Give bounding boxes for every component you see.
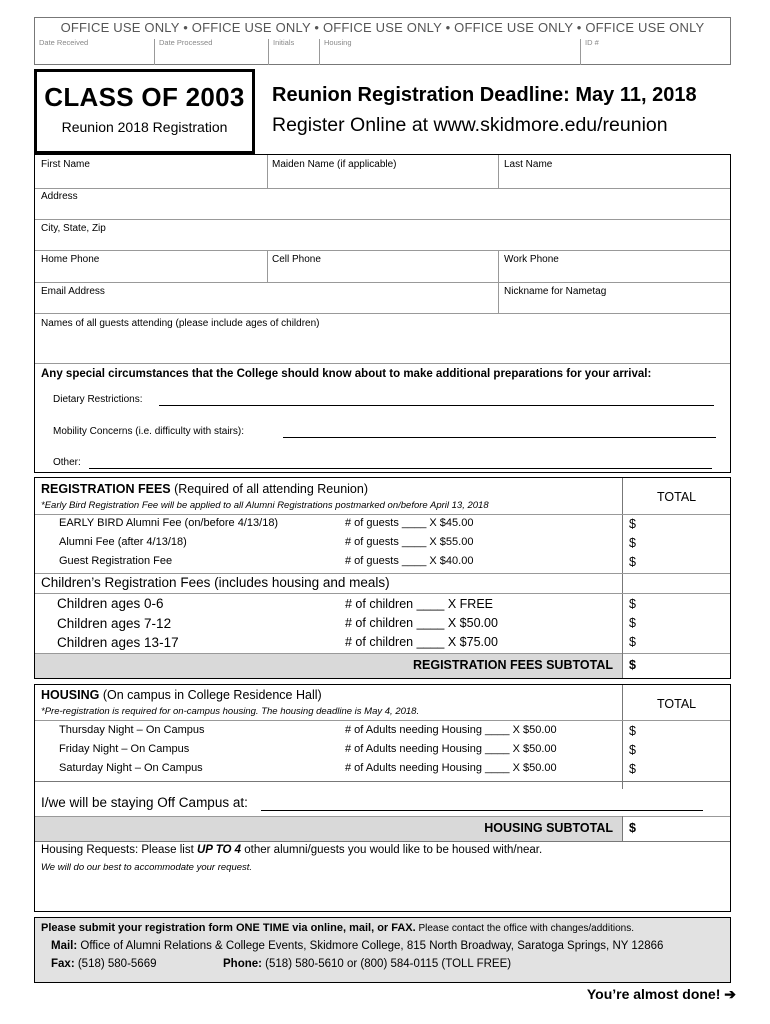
housing-requests-text[interactable] xyxy=(41,844,542,856)
child-calc-13-17[interactable]: # of children ____ X $75.00 xyxy=(345,635,498,649)
row-divider xyxy=(35,816,730,817)
address-field[interactable]: Address xyxy=(41,191,78,202)
submit-instructions-rest: Please contact the office with changes/additions. xyxy=(415,923,634,934)
mobility-input-line[interactable] xyxy=(283,437,716,438)
child-label-7-12: Children ages 7-12 xyxy=(57,616,172,631)
housing-total-friday[interactable]: $ xyxy=(629,743,636,757)
housing-note: *Pre-registration is required for on-campus housing. The housing deadline is May 4, 2018. xyxy=(41,706,420,717)
child-total-7-12[interactable]: $ xyxy=(629,616,636,630)
fee-label-early-bird: EARLY BIRD Alumni Fee (on/before 4/13/18) xyxy=(59,517,279,529)
fees-total-header: TOTAL xyxy=(657,490,697,504)
divider xyxy=(267,155,268,188)
fee-label-guest: Guest Registration Fee xyxy=(59,555,173,567)
fee-calc-early-bird[interactable]: # of guests ____ X $45.00 xyxy=(345,517,474,529)
off-campus-label: I/we will be staying Off Campus at: xyxy=(41,795,248,810)
child-label-13-17: Children ages 13-17 xyxy=(57,635,179,650)
office-field-initials[interactable]: Initials xyxy=(268,39,319,65)
row-divider xyxy=(35,720,730,721)
child-calc-7-12[interactable]: # of children ____ X $50.00 xyxy=(345,616,498,630)
mobility-label: Mobility Concerns (i.e. difficulty with stairs): xyxy=(53,426,244,437)
housing-title-rest: (On campus in College Residence Hall) xyxy=(99,688,322,702)
row-divider xyxy=(35,593,730,594)
first-name-field[interactable]: First Name xyxy=(41,159,90,170)
submission-info-box xyxy=(34,917,731,983)
special-circumstances-title: Any special circumstances that the College should know about to make additional preparations for your arrival: xyxy=(41,368,652,380)
fees-title-rest: (Required of all attending Reunion) xyxy=(170,482,368,496)
office-field-housing[interactable]: Housing xyxy=(319,39,580,65)
row-divider xyxy=(35,282,730,283)
housing-label-saturday: Saturday Night – On Campus xyxy=(59,762,203,774)
class-subtitle: Reunion 2018 Registration xyxy=(61,119,228,135)
housing-calc-friday[interactable]: # of Adults needing Housing ____ X $50.00 xyxy=(345,743,557,755)
dietary-label: Dietary Restrictions: xyxy=(53,394,143,405)
mail-label: Mail: xyxy=(51,940,78,952)
other-input-line[interactable] xyxy=(89,468,712,469)
submit-instructions xyxy=(41,922,634,934)
phone-label: Phone: xyxy=(223,958,262,970)
other-label: Other: xyxy=(53,457,81,468)
fees-subtotal-field[interactable]: $ xyxy=(629,658,636,672)
maiden-name-field[interactable]: Maiden Name (if applicable) xyxy=(272,159,397,170)
office-use-banner: OFFICE USE ONLY • OFFICE USE ONLY • OFFICE USE ONLY • OFFICE USE ONLY • OFFICE USE ONLY xyxy=(60,20,705,35)
housing-title-bold: HOUSING xyxy=(41,688,100,702)
class-title: CLASS OF 2003 xyxy=(44,82,245,112)
phone-number xyxy=(223,958,511,970)
submit-instructions-bold: Please submit your registration form ONE TIME via online, mail, or FAX. xyxy=(41,922,416,934)
fees-subtotal-label: REGISTRATION FEES SUBTOTAL xyxy=(412,658,613,672)
housing-subtotal-label: HOUSING SUBTOTAL xyxy=(484,821,613,835)
housing-calc-saturday[interactable]: # of Adults needing Housing ____ X $50.00 xyxy=(345,762,557,774)
child-label-0-6: Children ages 0-6 xyxy=(57,596,164,611)
housing-total-thursday[interactable]: $ xyxy=(629,724,636,738)
housing-label-friday: Friday Night – On Campus xyxy=(59,743,190,755)
row-divider xyxy=(35,781,730,782)
email-address-field[interactable]: Email Address xyxy=(41,286,105,297)
class-year-box xyxy=(34,69,255,154)
housing-requests-note: We will do our best to accommodate your request. xyxy=(41,862,253,873)
row-divider xyxy=(35,313,730,314)
child-total-0-6[interactable]: $ xyxy=(629,597,636,611)
row-divider xyxy=(35,514,730,515)
nickname-field[interactable]: Nickname for Nametag xyxy=(504,286,607,297)
housing-requests-post: other alumni/guests you would like to be housed with/near. xyxy=(241,844,543,856)
office-use-bar xyxy=(34,17,731,65)
fax-number xyxy=(51,958,157,970)
housing-title xyxy=(41,688,322,702)
housing-subtotal-field[interactable]: $ xyxy=(629,821,636,835)
divider xyxy=(622,653,623,678)
housing-section xyxy=(34,684,731,912)
fee-total-early-bird[interactable]: $ xyxy=(629,517,636,531)
mail-address xyxy=(51,940,663,952)
fee-calc-alumni[interactable]: # of guests ____ X $55.00 xyxy=(345,536,474,548)
guests-attending-field[interactable]: Names of all guests attending (please include ages of children) xyxy=(41,318,320,329)
dietary-input-line[interactable] xyxy=(159,405,714,406)
fee-total-guest[interactable]: $ xyxy=(629,555,636,569)
home-phone-field[interactable]: Home Phone xyxy=(41,254,100,265)
child-calc-0-6[interactable]: # of children ____ X FREE xyxy=(345,597,493,611)
almost-done-text: You’re almost done! ➔ xyxy=(586,986,736,1002)
fax-text: (518) 580-5669 xyxy=(74,958,157,970)
registration-fees-section xyxy=(34,477,731,679)
divider xyxy=(498,155,499,188)
row-divider xyxy=(35,219,730,220)
children-fees-title: Children’s Registration Fees (includes housing and meals) xyxy=(41,575,390,590)
row-divider xyxy=(35,841,730,842)
office-field-id[interactable]: ID # xyxy=(580,39,732,65)
last-name-field[interactable]: Last Name xyxy=(504,159,553,170)
row-divider xyxy=(35,188,730,189)
fees-title xyxy=(41,482,368,496)
office-field-date-processed[interactable]: Date Processed xyxy=(154,39,268,65)
early-bird-note: *Early Bird Registration Fee will be applied to all Alumni Registrations postmarked on/before April 13, 2018 xyxy=(41,500,489,511)
divider xyxy=(498,282,499,313)
register-online-link[interactable]: Register Online at www.skidmore.edu/reunion xyxy=(272,114,668,136)
city-state-zip-field[interactable]: City, State, Zip xyxy=(41,223,106,234)
registration-deadline: Reunion Registration Deadline: May 11, 2018 xyxy=(272,84,697,106)
child-total-13-17[interactable]: $ xyxy=(629,635,636,649)
fee-label-alumni: Alumni Fee (after 4/13/18) xyxy=(59,536,187,548)
work-phone-field[interactable]: Work Phone xyxy=(504,254,559,265)
housing-total-header: TOTAL xyxy=(657,697,697,711)
divider xyxy=(267,250,268,282)
cell-phone-field[interactable]: Cell Phone xyxy=(272,254,321,265)
mail-text: Office of Alumni Relations & College Events, Skidmore College, 815 North Broadway, Saratoga Springs, NY 12866 xyxy=(77,940,664,952)
row-divider xyxy=(35,653,730,654)
fee-calc-guest[interactable]: # of guests ____ X $40.00 xyxy=(345,555,474,567)
housing-requests-bold: UP TO 4 xyxy=(196,844,242,856)
fees-title-bold: REGISTRATION FEES xyxy=(41,482,171,496)
fee-total-alumni[interactable]: $ xyxy=(629,536,636,550)
office-field-date-received[interactable]: Date Received xyxy=(39,38,89,47)
fax-label: Fax: xyxy=(51,958,75,970)
housing-label-thursday: Thursday Night – On Campus xyxy=(59,724,205,736)
total-column xyxy=(622,478,732,658)
phone-text: (518) 580-5610 or (800) 584-0115 (TOLL FREE) xyxy=(261,958,512,970)
housing-requests-pre: Housing Requests: Please list xyxy=(41,844,197,856)
divider xyxy=(498,250,499,282)
row-divider xyxy=(35,363,730,364)
housing-total-saturday[interactable]: $ xyxy=(629,762,636,776)
row-divider xyxy=(35,250,730,251)
housing-calc-thursday[interactable]: # of Adults needing Housing ____ X $50.00 xyxy=(345,724,557,736)
row-divider xyxy=(35,573,730,574)
divider xyxy=(622,816,623,841)
personal-info-form xyxy=(34,154,731,473)
off-campus-input-line[interactable] xyxy=(261,810,703,811)
